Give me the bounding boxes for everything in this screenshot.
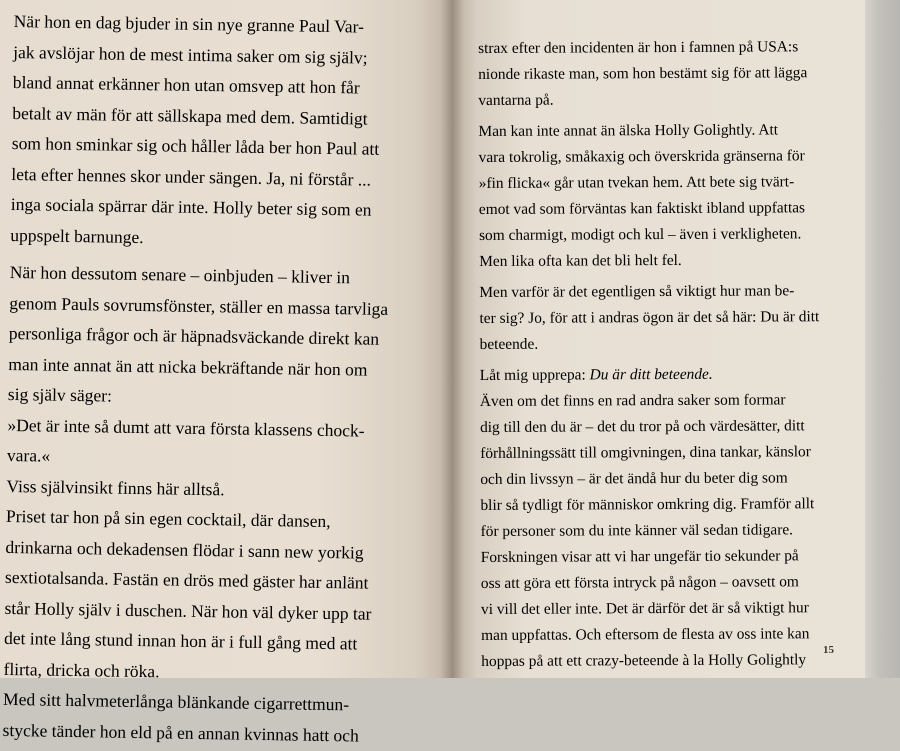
text-line: När hon en dag bjuder in sin nye granne Paul Var- — [13, 10, 365, 37]
text-line: inga sociala spärrar där inte. Holly beter sig som en — [10, 193, 372, 220]
text-line: drinkarna och dekadensen flödar i sann new yorkig — [5, 536, 364, 563]
text-line: »fin flicka« går utan tvekan hem. Att bete sig tvärt- — [478, 173, 795, 192]
text-line: vara tokrolig, småkaxig och överskrida gränserna för — [478, 147, 805, 166]
text-line: för personer som du inte känner väl sedan tidigare. — [480, 521, 794, 540]
text-line: Men lika ofta kan det bli helt fel. — [479, 251, 682, 270]
text-line: man uppfattas. Och eftersom de flesta av oss inte kan — [481, 625, 810, 644]
text-line: förhållningssätt till omgivningen, dina tankar, känslor — [480, 443, 811, 462]
text-line: Viss självinsikt finns här alltså. — [6, 475, 225, 499]
text-line: som hon sminkar sig och håller låda ber hon Paul att — [11, 132, 380, 159]
text-line — [480, 361, 838, 389]
text-line: vantarna på. — [478, 91, 554, 109]
text-line: Priset tar hon på sin egen cocktail, där dansen, — [5, 505, 331, 532]
text-line: Även om det finns en rad andra saker som formar — [479, 391, 786, 410]
text-line: vara.« — [6, 444, 51, 466]
text-line: flirta, dricka och röka. — [3, 658, 160, 681]
text-line: »Det är inte så dumt att vara första klassens chock- — [7, 414, 365, 441]
text-line: och din livssyn – är det ändå hur du beter dig som — [480, 469, 788, 488]
text-line: betalt av män för att sällskapa med dem. Samtidigt — [12, 102, 368, 129]
page-number: 15 — [823, 644, 834, 656]
text-line: det inte lång stund innan hon är i full gång med att — [3, 627, 358, 654]
text-line: leta efter hennes skor under sängen. Ja, ni förstår ... — [11, 163, 372, 190]
text-line: man inte annat än att nicka bekräftande när hon om — [8, 353, 368, 380]
text-line: dig till den du är – det du tror på och värdesätter, ditt — [480, 417, 805, 436]
text-line: nionde rikaste man, som hon bestämt sig för att lägga — [478, 64, 808, 83]
text-line: Med sitt halvmeterlånga blänkande cigarrettmun- — [2, 688, 350, 715]
text-line: står Holly själv i duschen. När hon väl dyker upp tar — [4, 597, 372, 624]
page-edges — [865, 0, 900, 678]
text-line: Man kan inte annat än älska Holly Golightly. Att — [478, 121, 779, 140]
right-page-text — [478, 34, 839, 675]
text-line: sextiotalsanda. Fastän en drös med gäster har anlänt — [4, 566, 369, 593]
text-line-part: Låt mig upprepa: — [479, 366, 590, 384]
text-line: emot vad som förväntas kan faktiskt ibland uppfattas — [478, 199, 806, 218]
book-gutter — [440, 0, 464, 678]
text-line: personliga frågor och är häpnadsväckande direkt kan — [8, 322, 380, 349]
text-line: strax efter den incidenten är hon i famnen på USA:s — [478, 38, 799, 57]
text-line: vi vill det eller inte. Det är därför det är så viktigt hur — [480, 599, 809, 618]
text-line: som charmigt, modigt och kul – även i verkligheten. — [479, 225, 802, 244]
text-line: Men varför är det egentligen så viktigt hur man be- — [479, 282, 795, 301]
text-line: bland annat erkänner hon utan omsvep att hon får — [12, 71, 360, 98]
text-line: jak avslöjar hon de mest intima saker om sig själv; — [13, 41, 368, 68]
text-line: stycke tänder hon eld på en annan kvinnas hatt och — [2, 719, 359, 746]
text-line: beteende. — [479, 335, 539, 353]
text-line: sig själv säger: — [7, 383, 113, 406]
text-line: genom Pauls sovrumsfönster, ställer en massa tarvliga — [9, 292, 389, 319]
left-page-text — [2, 6, 424, 751]
emphasis-text: Du är ditt beteende. — [589, 365, 713, 384]
text-line: blir så tydligt för människor omkring dig. Framför allt — [480, 495, 815, 514]
text-line: hoppas på att ett crazy-beteende à la Holly Golightly — [481, 651, 807, 670]
text-line: ter sig? Jo, för att i andras ögon är det så här: Du är ditt — [479, 308, 820, 327]
text-line: När hon dessutom senare – oinbjuden – kliver in — [9, 261, 351, 288]
text-line: Forskningen visar att vi har ungefär tio sekunder på — [480, 547, 799, 566]
text-line: uppspelt barnunge. — [10, 224, 144, 247]
text-line: oss att göra ett första intryck på någon – oavsett om — [480, 573, 799, 592]
